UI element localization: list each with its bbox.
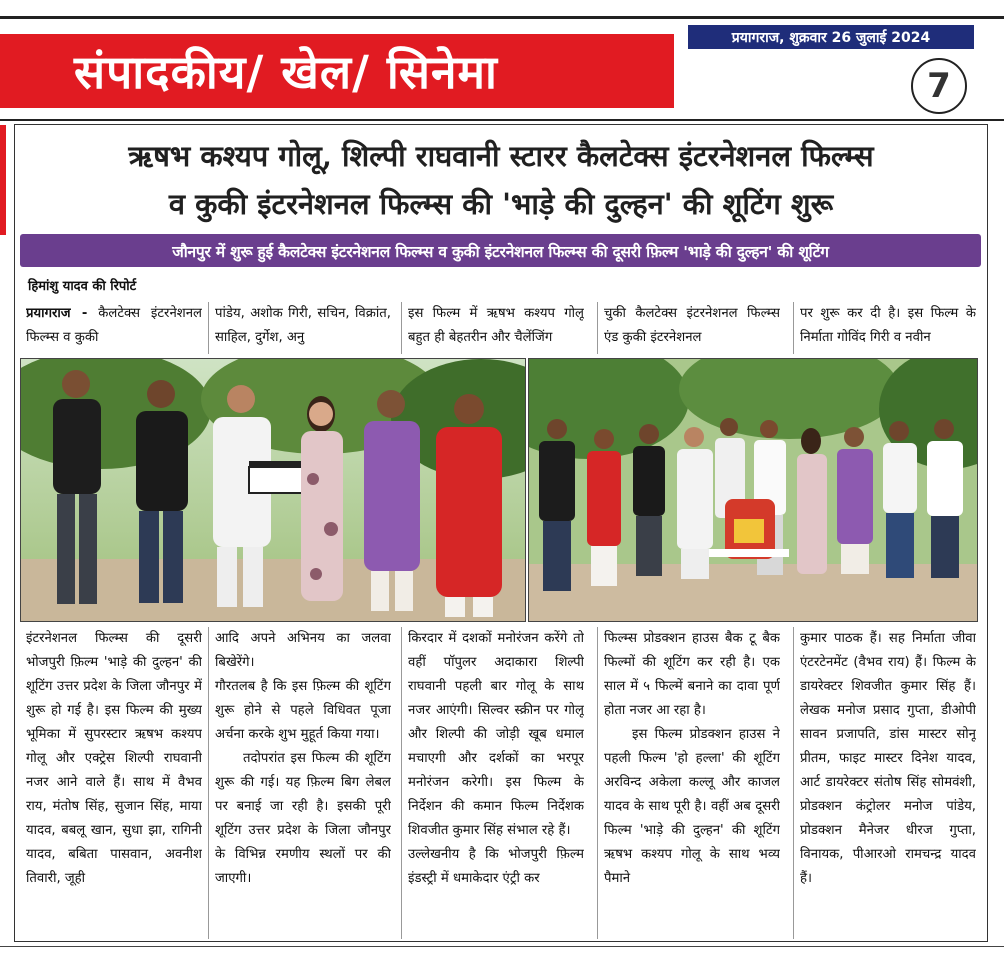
- column-divider: [401, 302, 402, 354]
- dateline-place: प्रयागराज -: [26, 306, 88, 321]
- column-divider: [401, 627, 402, 939]
- bottom-column-2-para-1: आदि अपने अभिनय का जलवा बिखेरेंगे।: [215, 631, 391, 670]
- column-divider: [208, 302, 209, 354]
- bottom-column-2-para-3-text: तदोपरांत इस फिल्म की शूटिंग शुरू की गई। यह फ़िल्म बिग लेबल पर बनाई जा रही है। इसकी पूरी शूटिंग उत्तर प्रदेश के जिला जौनपुर के विभिन्न रमणीय स्थलों पर की जाएगी।: [215, 751, 391, 886]
- photo-clapboard-group: [20, 358, 526, 622]
- bottom-column-2-para-2: गौरतलब है कि इस फ़िल्म की शूटिंग शुरू होने से पहले विधिवत पूजा अर्चना करके शुभ मुहूर्त किया गया।: [215, 679, 391, 742]
- banner-rule: [0, 119, 1004, 121]
- bottom-column-3: [408, 627, 584, 943]
- top-column-4: चुकी कैलटेक्स इंटरनेशनल फिल्म्स एंड कुकी इंटरनेशनल: [604, 306, 780, 345]
- column-divider: [208, 627, 209, 939]
- top-column-5: पर शुरू कर दी है। इस फिल्म के निर्माता गोविंद गिरी व नवीन: [800, 306, 976, 345]
- top-column-1-text: कैलटेक्स इंटरनेशनल फिल्म्स व कुकी: [26, 306, 202, 345]
- left-color-strip: [0, 125, 6, 235]
- top-column-3: इस फिल्म में ऋषभ कश्यप गोलू बहुत ही बेहतरीन और चैलेंजिंग: [408, 306, 584, 345]
- section-banner: [0, 34, 674, 108]
- section-title: संपादकीय/ खेल/ सिनेमा: [74, 45, 498, 99]
- bottom-column-4-para-1: फिल्म्स प्रोडक्शन हाउस बैक टू बैक फिल्मों की शूटिंग कर रही है। एक साल में ५ फिल्में बनाने का दावा पूर्ण होता नजर आ रहा है।: [604, 631, 780, 718]
- headline: [20, 132, 982, 228]
- top-rule: [0, 16, 1004, 19]
- column-divider: [793, 302, 794, 354]
- bottom-column-3-para-1: किरदार में दशकों मनोरंजन करेंगे तो वहीं पॉपुलर अदाकारा शिल्पी राघवानी पहली बार गोलू के साथ नजर आएंगी। सिल्वर स्क्रीन पर गोलू और शिल्पी की जोड़ी खूब धमाल मचाएगी और दर्शकों का भरपूर मनोरंजन करेगी। इस फिल्म के निर्देशन की कमान फिल्म निर्देशक शिवजीत कुमार सिंह संभाल रहे हैं।: [408, 631, 584, 838]
- dateline: प्रयागराज, शुक्रवार 26 जुलाई 2024: [688, 25, 974, 49]
- headline-line-1: ऋषभ कश्यप गोलू, शिल्पी राघवानी स्टारर कैलटेक्स इंटरनेशनल फिल्म्स: [128, 139, 874, 173]
- column-divider: [597, 627, 598, 939]
- top-column-2: पांडेय, अशोक गिरी, सचिन, विक्रांत, साहिल, दुर्गेश, अनु: [215, 306, 391, 345]
- bottom-column-3-para-2: उल्लेखनीय है कि भोजपुरी फ़िल्म इंडस्ट्री में धमाकेदार एंट्री कर: [408, 847, 584, 886]
- subheadline: जौनपुर में शुरू हुई कैलटेक्स इंटरनेशनल फिल्म्स व कुकी इंटरनेशनल फिल्म्स की दूसरी फ़िल्म 'भाड़े की दुल्हन' की शूटिंग: [20, 234, 981, 267]
- bottom-column-2: [215, 627, 391, 943]
- bottom-column-4: [604, 627, 780, 943]
- top-column-1: [26, 302, 202, 354]
- bottom-rule: [0, 946, 1004, 947]
- byline: हिमांशु यादव की रिपोर्ट: [28, 279, 137, 294]
- headline-line-2: व कुकी इंटरनेशनल फिल्म्स की 'भाड़े की दुल्हन' की शूटिंग शुरू: [168, 187, 834, 221]
- bottom-column-4-para-2: [604, 723, 780, 891]
- bottom-column-4-para-2-text: इस फिल्म प्रोडक्शन हाउस ने पहली फिल्म 'हो हल्ला' की शूटिंग अरविन्द अकेला कल्लू और काजल यादव के साथ पूरी है। वहीं अब दूसरी फिल्म 'भाड़े की दुल्हन' की शूटिंग ऋषभ कश्यप गोलू के साथ भव्य पैमाने: [604, 727, 780, 886]
- bottom-column-2-para-3: [215, 747, 391, 891]
- bottom-column-1: इंटरनेशनल फिल्म्स की दूसरी भोजपुरी फ़िल्म 'भाड़े की दुल्हन' की शूटिंग उत्तर प्रदेश के जिला जौनपुर में शुरू हो गई है। इस फिल्म की मुख्य भूमिका में सुपरस्टार ऋषभ कश्यप गोलू और एक्ट्रेस शिल्पी राघवानी नजर आने वाले हैं। साथ में वैभव राय, मंतोष सिंह, सुजान सिंह, माया यादव, बबलू खान, सुधा झा, रागिनी यादव, बबिता पासवान, अवनीश तिवारी, जूही: [26, 631, 202, 886]
- column-divider: [597, 302, 598, 354]
- page-number: 7: [911, 58, 967, 114]
- bottom-column-5: कुमार पाठक हैं। सह निर्माता जीवा एंटरटेनमेंट (वैभव राय) हैं। फिल्म के डायरेक्टर शिवजीत कुमार सिंह हैं। लेखक मनोज प्रसाद गुप्ता, डीओपी सावन प्रजापति, डांस मास्टर सोनू प्रीतम, फाइट मास्टर दिनेश यादव, आर्ट डायरेक्टर संतोष सिंह सोमवंशी, प्रोडक्शन कंट्रोलर मनोज पांडेय, प्रोडक्शन मैनेजर धीरज गुप्ता, विनायक, पीआरओ रामचन्द्र यादव हैं।: [800, 631, 976, 886]
- column-divider: [793, 627, 794, 939]
- photo-group-with-chair: [528, 358, 978, 622]
